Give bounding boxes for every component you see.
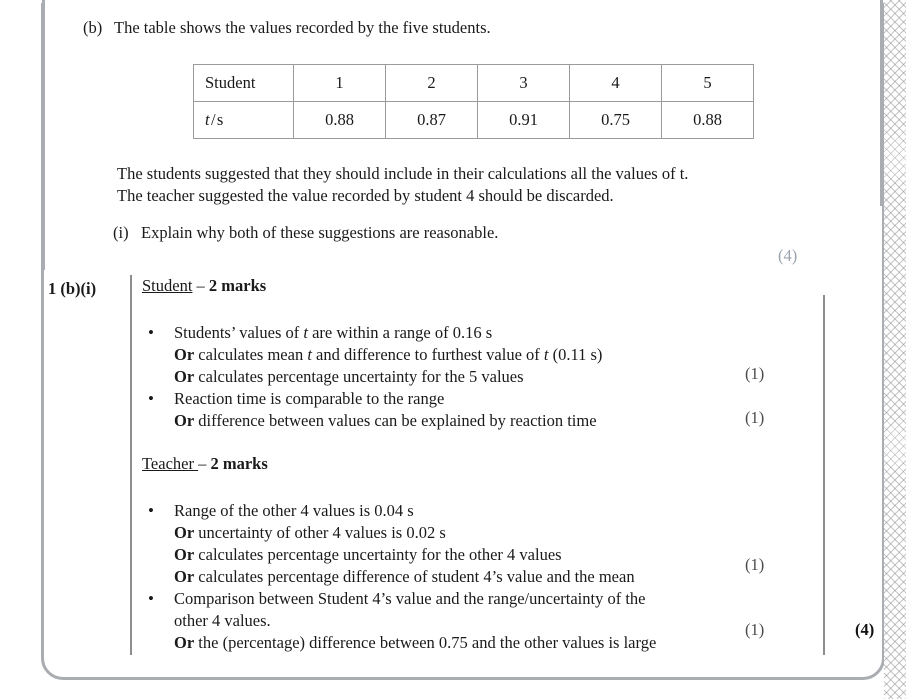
spacer xyxy=(142,432,742,454)
mark-value-teacher-bullet-1: (1) xyxy=(745,555,765,574)
teacher-heading-dash: – xyxy=(198,454,211,473)
question-subpart-text: Explain why both of these suggestions are reasonable. xyxy=(141,223,499,242)
table-cell-student-4: 4 xyxy=(570,65,662,102)
table-rowheader-time: t / s xyxy=(194,102,294,139)
student-bullet-1-line-1: • Students’ values of t are within a range of 0.16 s xyxy=(174,323,493,342)
student-bullet-2-line-1: • Reaction time is comparable to the range xyxy=(174,389,445,408)
mark-scheme-body xyxy=(142,276,742,654)
mark-scheme-total-marks: (4) xyxy=(855,620,875,639)
table-cell-time-4: 0.75 xyxy=(570,102,662,139)
table-cell-time-2: 0.87 xyxy=(386,102,478,139)
table-cell-student-1: 1 xyxy=(294,65,386,102)
teacher-bullet-2-line-2: other 4 values. xyxy=(174,611,271,630)
page-edge-hatch-pattern xyxy=(884,0,906,699)
student-heading-underlined: Student xyxy=(142,276,193,295)
spacer xyxy=(142,478,742,500)
table-cell-time-1: 0.88 xyxy=(294,102,386,139)
teacher-bullet-2-line-3: Or the (percentage) difference between 0.75 and the other values is large xyxy=(174,633,657,652)
question-subpart-label-i: (i) xyxy=(113,223,129,242)
student-times-table xyxy=(193,64,754,139)
table-row-times xyxy=(194,102,754,139)
table-cell-student-2: 2 xyxy=(386,65,478,102)
teacher-bullet-2-line-1: • Comparison between Student 4’s value and the range/uncertainty of the xyxy=(174,589,646,608)
mark-value-student-bullet-2: (1) xyxy=(745,408,765,427)
table-cell-time-5: 0.88 xyxy=(662,102,754,139)
student-heading-marks: 2 marks xyxy=(208,276,267,295)
student-bullet-1 xyxy=(142,322,742,388)
student-bullet-1-line-2: Or calculates mean t and difference to furthest value of t (0.11 s) xyxy=(174,345,603,364)
teacher-heading-marks: 2 marks xyxy=(210,454,268,473)
mark-scheme-area xyxy=(0,272,884,660)
table-cell-time-3: 0.91 xyxy=(478,102,570,139)
student-bullet-1-line-3: Or calculates percentage uncertainty for the 5 values xyxy=(174,367,524,386)
teacher-bullet-2 xyxy=(142,588,742,654)
mark-scheme-question-number: 1 (b)(i) xyxy=(48,279,97,298)
question-paragraph xyxy=(117,163,807,207)
table-row-student-numbers xyxy=(194,65,754,102)
question-paragraph-line-1-text: The students suggested that they should include in their calculations all the values of t. xyxy=(117,164,689,183)
question-left-rule xyxy=(42,0,45,270)
mark-scheme-right-rule xyxy=(823,295,825,655)
teacher-heading-underlined: Teacher xyxy=(142,454,199,473)
teacher-bullet-1 xyxy=(142,500,742,588)
question-paragraph-line-2-text: The teacher suggested the value recorded by student 4 should be discarded. xyxy=(117,186,614,205)
teacher-bullet-1-line-4: Or calculates percentage difference of student 4’s value and the mean xyxy=(174,567,635,586)
table-cell-student-3: 3 xyxy=(478,65,570,102)
teacher-bullet-list xyxy=(142,500,742,654)
question-paragraph-line-1 xyxy=(117,163,807,185)
mark-value-teacher-bullet-2: (1) xyxy=(745,620,765,639)
teacher-bullet-1-line-3: Or calculates percentage uncertainty for the other 4 values xyxy=(174,545,562,564)
mark-scheme-left-rule xyxy=(130,275,132,655)
question-marks-total: (4) xyxy=(778,246,798,265)
student-heading-dash: – xyxy=(192,276,209,295)
mark-scheme-teacher-heading xyxy=(142,454,742,474)
student-bullet-list xyxy=(142,322,742,432)
student-bullet-2-line-2: Or difference between values can be explained by reaction time xyxy=(174,411,597,430)
teacher-bullet-1-line-1: • Range of the other 4 values is 0.04 s xyxy=(174,501,414,520)
table-rowheader-student: Student xyxy=(194,65,294,102)
teacher-bullet-1-line-2: Or uncertainty of other 4 values is 0.02 s xyxy=(174,523,446,542)
question-area xyxy=(0,0,884,272)
mark-scheme-student-heading xyxy=(142,276,742,296)
question-part-label-b: (b) xyxy=(83,18,103,37)
spacer xyxy=(142,300,742,322)
question-part-text: The table shows the values recorded by the five students. xyxy=(114,18,491,37)
question-paragraph-line-2 xyxy=(117,185,807,207)
question-right-rule xyxy=(880,0,883,206)
mark-value-student-bullet-1: (1) xyxy=(745,364,765,383)
table-cell-student-5: 5 xyxy=(662,65,754,102)
student-bullet-2 xyxy=(142,388,742,432)
